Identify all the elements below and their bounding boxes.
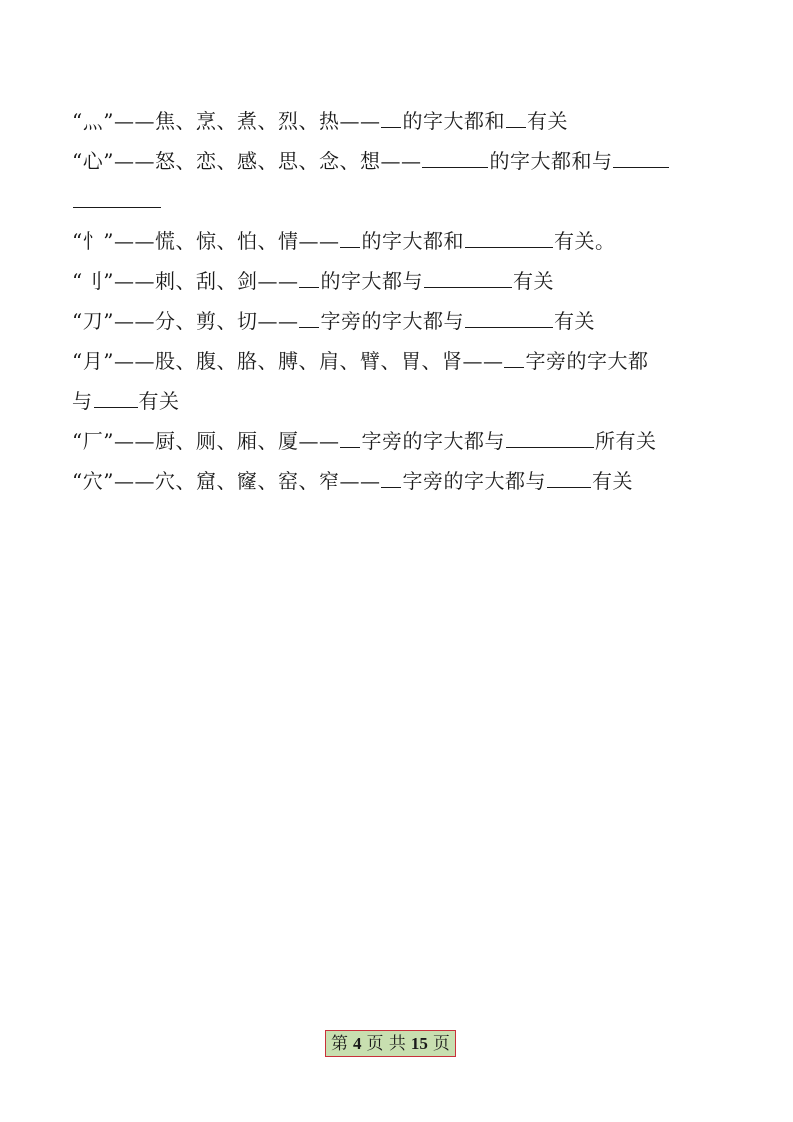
- answer-blank[interactable]: [465, 306, 553, 328]
- answer-blank[interactable]: [381, 466, 401, 488]
- line-text: 字旁的字大都: [525, 349, 649, 373]
- answer-blank[interactable]: [340, 226, 360, 248]
- line-text: 有关: [553, 309, 595, 333]
- answer-blank[interactable]: [299, 306, 319, 328]
- footer-suffix: 页: [432, 1034, 450, 1054]
- line-text: “灬”——焦、烹、煮、烈、热——: [72, 109, 381, 133]
- line-radical-dao: [72, 301, 722, 341]
- line-blank-continuation: [72, 181, 722, 221]
- answer-blank[interactable]: [424, 266, 512, 288]
- line-text: “刀”——分、剪、切——: [72, 309, 299, 333]
- line-radical-yue: [72, 341, 722, 381]
- line-text: 有关: [512, 269, 554, 293]
- answer-blank[interactable]: [422, 146, 488, 168]
- answer-blank[interactable]: [465, 226, 553, 248]
- line-text: 字旁的字大都与: [361, 429, 505, 453]
- answer-blank[interactable]: [73, 186, 161, 208]
- line-text: “月”——股、腹、胳、膊、肩、臂、胃、肾——: [72, 349, 504, 373]
- line-text: 与: [72, 389, 93, 413]
- line-text: “厂”——厨、厕、厢、厦——: [72, 429, 340, 453]
- answer-blank[interactable]: [299, 266, 319, 288]
- answer-blank[interactable]: [506, 426, 594, 448]
- total-page-count: 15: [410, 1034, 428, 1053]
- line-text: 有关: [591, 469, 633, 493]
- line-text: 有关: [138, 389, 180, 413]
- line-radical-chang: [72, 421, 722, 461]
- footer-middle: 页 共: [366, 1034, 406, 1054]
- line-text: 的字大都和与: [489, 149, 613, 173]
- line-radical-huo: [72, 101, 722, 141]
- footer-prefix: 第: [331, 1034, 348, 1054]
- line-text: “忄”——慌、惊、怕、情——: [72, 229, 340, 253]
- answer-blank[interactable]: [504, 346, 524, 368]
- line-text: “穴”——穴、窟、窿、窑、窄——: [72, 469, 381, 493]
- answer-blank[interactable]: [94, 386, 138, 408]
- line-text: 所有关: [594, 429, 657, 453]
- current-page-number: 4: [353, 1034, 362, 1053]
- line-text: 的字大都和: [402, 109, 505, 133]
- line-text: 字旁的字大都与: [402, 469, 546, 493]
- answer-blank[interactable]: [613, 146, 669, 168]
- line-text: 的字大都和: [361, 229, 464, 253]
- answer-blank[interactable]: [506, 106, 526, 128]
- line-radical-xin: [72, 141, 722, 181]
- line-text: 有关。: [553, 229, 616, 253]
- answer-blank[interactable]: [381, 106, 401, 128]
- line-text: 有关: [526, 109, 568, 133]
- line-radical-shuxin: [72, 221, 722, 261]
- line-radical-yue-continuation: [72, 381, 722, 421]
- line-radical-lidao: [72, 261, 722, 301]
- line-radical-xue: [72, 461, 722, 501]
- worksheet-content: [72, 101, 722, 501]
- answer-blank[interactable]: [340, 426, 360, 448]
- line-text: “刂”——刺、刮、剑——: [72, 269, 299, 293]
- line-text: “心”——怒、恋、感、思、念、想——: [72, 149, 422, 173]
- answer-blank[interactable]: [547, 466, 591, 488]
- line-text: 的字大都与: [320, 269, 423, 293]
- line-text: 字旁的字大都与: [320, 309, 464, 333]
- page-number-footer: [325, 1030, 456, 1057]
